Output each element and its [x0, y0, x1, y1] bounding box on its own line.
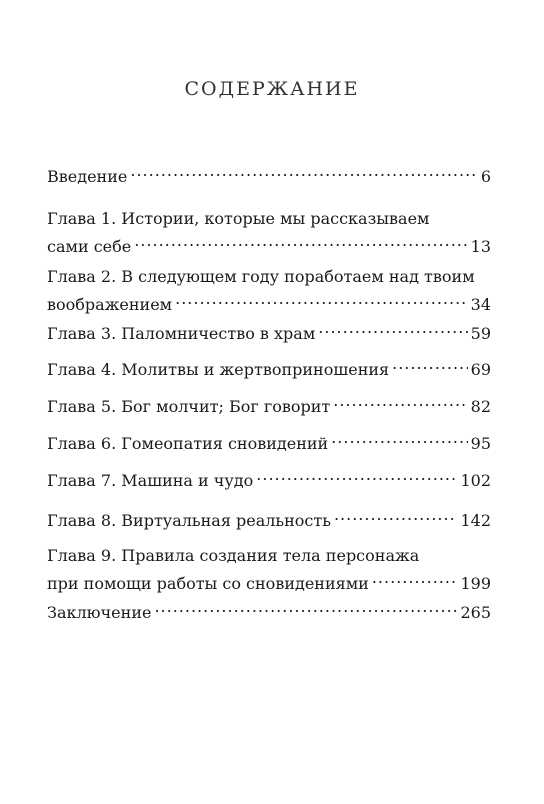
dot-leader	[334, 510, 458, 526]
toc-page-number: 199	[460, 574, 491, 593]
toc-page-number: 265	[460, 603, 491, 622]
toc-page-number: 82	[470, 397, 491, 416]
toc-entry-chapter-5	[47, 393, 491, 421]
toc-page-number: 13	[470, 237, 491, 256]
toc-row	[47, 467, 491, 495]
toc-row	[47, 356, 491, 384]
toc-page-number: 95	[470, 434, 491, 453]
toc-entry-title: Глава 7. Машина и чудо	[47, 471, 254, 490]
toc-entry-introduction	[47, 163, 491, 191]
toc-entry-chapter-8	[47, 507, 491, 535]
toc-entry-title: Глава 6. Гомеопатия сновидений	[47, 434, 329, 453]
toc-entry-title: Глава 4. Молитвы и жертвоприношения	[47, 360, 390, 379]
toc-row	[47, 430, 491, 458]
toc-page-number: 6	[480, 167, 491, 186]
toc-row	[47, 599, 491, 627]
dot-leader	[318, 323, 467, 339]
toc-page-number: 59	[470, 324, 491, 343]
toc-entry-title-line1: Глава 9. Правила создания тела персонажа	[47, 546, 420, 565]
dot-leader	[256, 470, 457, 486]
toc-entry-title: воображением	[47, 295, 173, 314]
toc-entry-title: Глава 5. Бог молчит; Бог говорит	[47, 397, 331, 416]
toc-entry-chapter-4	[47, 356, 491, 384]
toc-entry-title-line1: Глава 1. Истории, которые мы рассказываем	[47, 209, 430, 228]
toc-page-number: 34	[470, 295, 491, 314]
toc-entry-chapter-2	[47, 263, 491, 319]
toc-entry-title: Глава 8. Виртуальная реальность	[47, 511, 331, 530]
toc-row	[47, 320, 491, 348]
toc-row	[47, 570, 491, 598]
toc-entry-title: при помощи работы со сновидениями	[47, 574, 369, 593]
toc-row	[47, 233, 491, 261]
page-title: СОДЕРЖАНИЕ	[184, 78, 360, 100]
toc-entry-title-line1: Глава 2. В следующем году поработаем над твоим	[47, 267, 475, 286]
toc-page-number: 102	[460, 471, 491, 490]
toc-entry-title: сами себе	[47, 237, 132, 256]
toc-page-number: 69	[470, 360, 491, 379]
dot-leader	[331, 433, 467, 449]
dot-leader	[392, 359, 468, 375]
toc-entry-title: Заключение	[47, 603, 152, 622]
toc-entry-chapter-6	[47, 430, 491, 458]
dot-leader	[154, 602, 457, 618]
toc-entry-conclusion	[47, 599, 491, 627]
toc-entry-title: Глава 3. Паломничество в храм	[47, 324, 316, 343]
toc-row	[47, 163, 491, 191]
dot-leader	[333, 396, 467, 412]
toc-entry-chapter-9	[47, 542, 491, 598]
dot-leader	[372, 573, 458, 589]
toc-entry-chapter-7	[47, 467, 491, 495]
toc-entry-chapter-1	[47, 205, 491, 261]
toc-row	[47, 507, 491, 535]
dot-leader	[130, 166, 477, 182]
dot-leader	[134, 236, 467, 252]
toc-row	[47, 393, 491, 421]
toc-entry-chapter-3	[47, 320, 491, 348]
dot-leader	[175, 294, 468, 310]
toc-page-number: 142	[460, 511, 491, 530]
toc-row	[47, 291, 491, 319]
toc-entry-title: Введение	[47, 167, 128, 186]
